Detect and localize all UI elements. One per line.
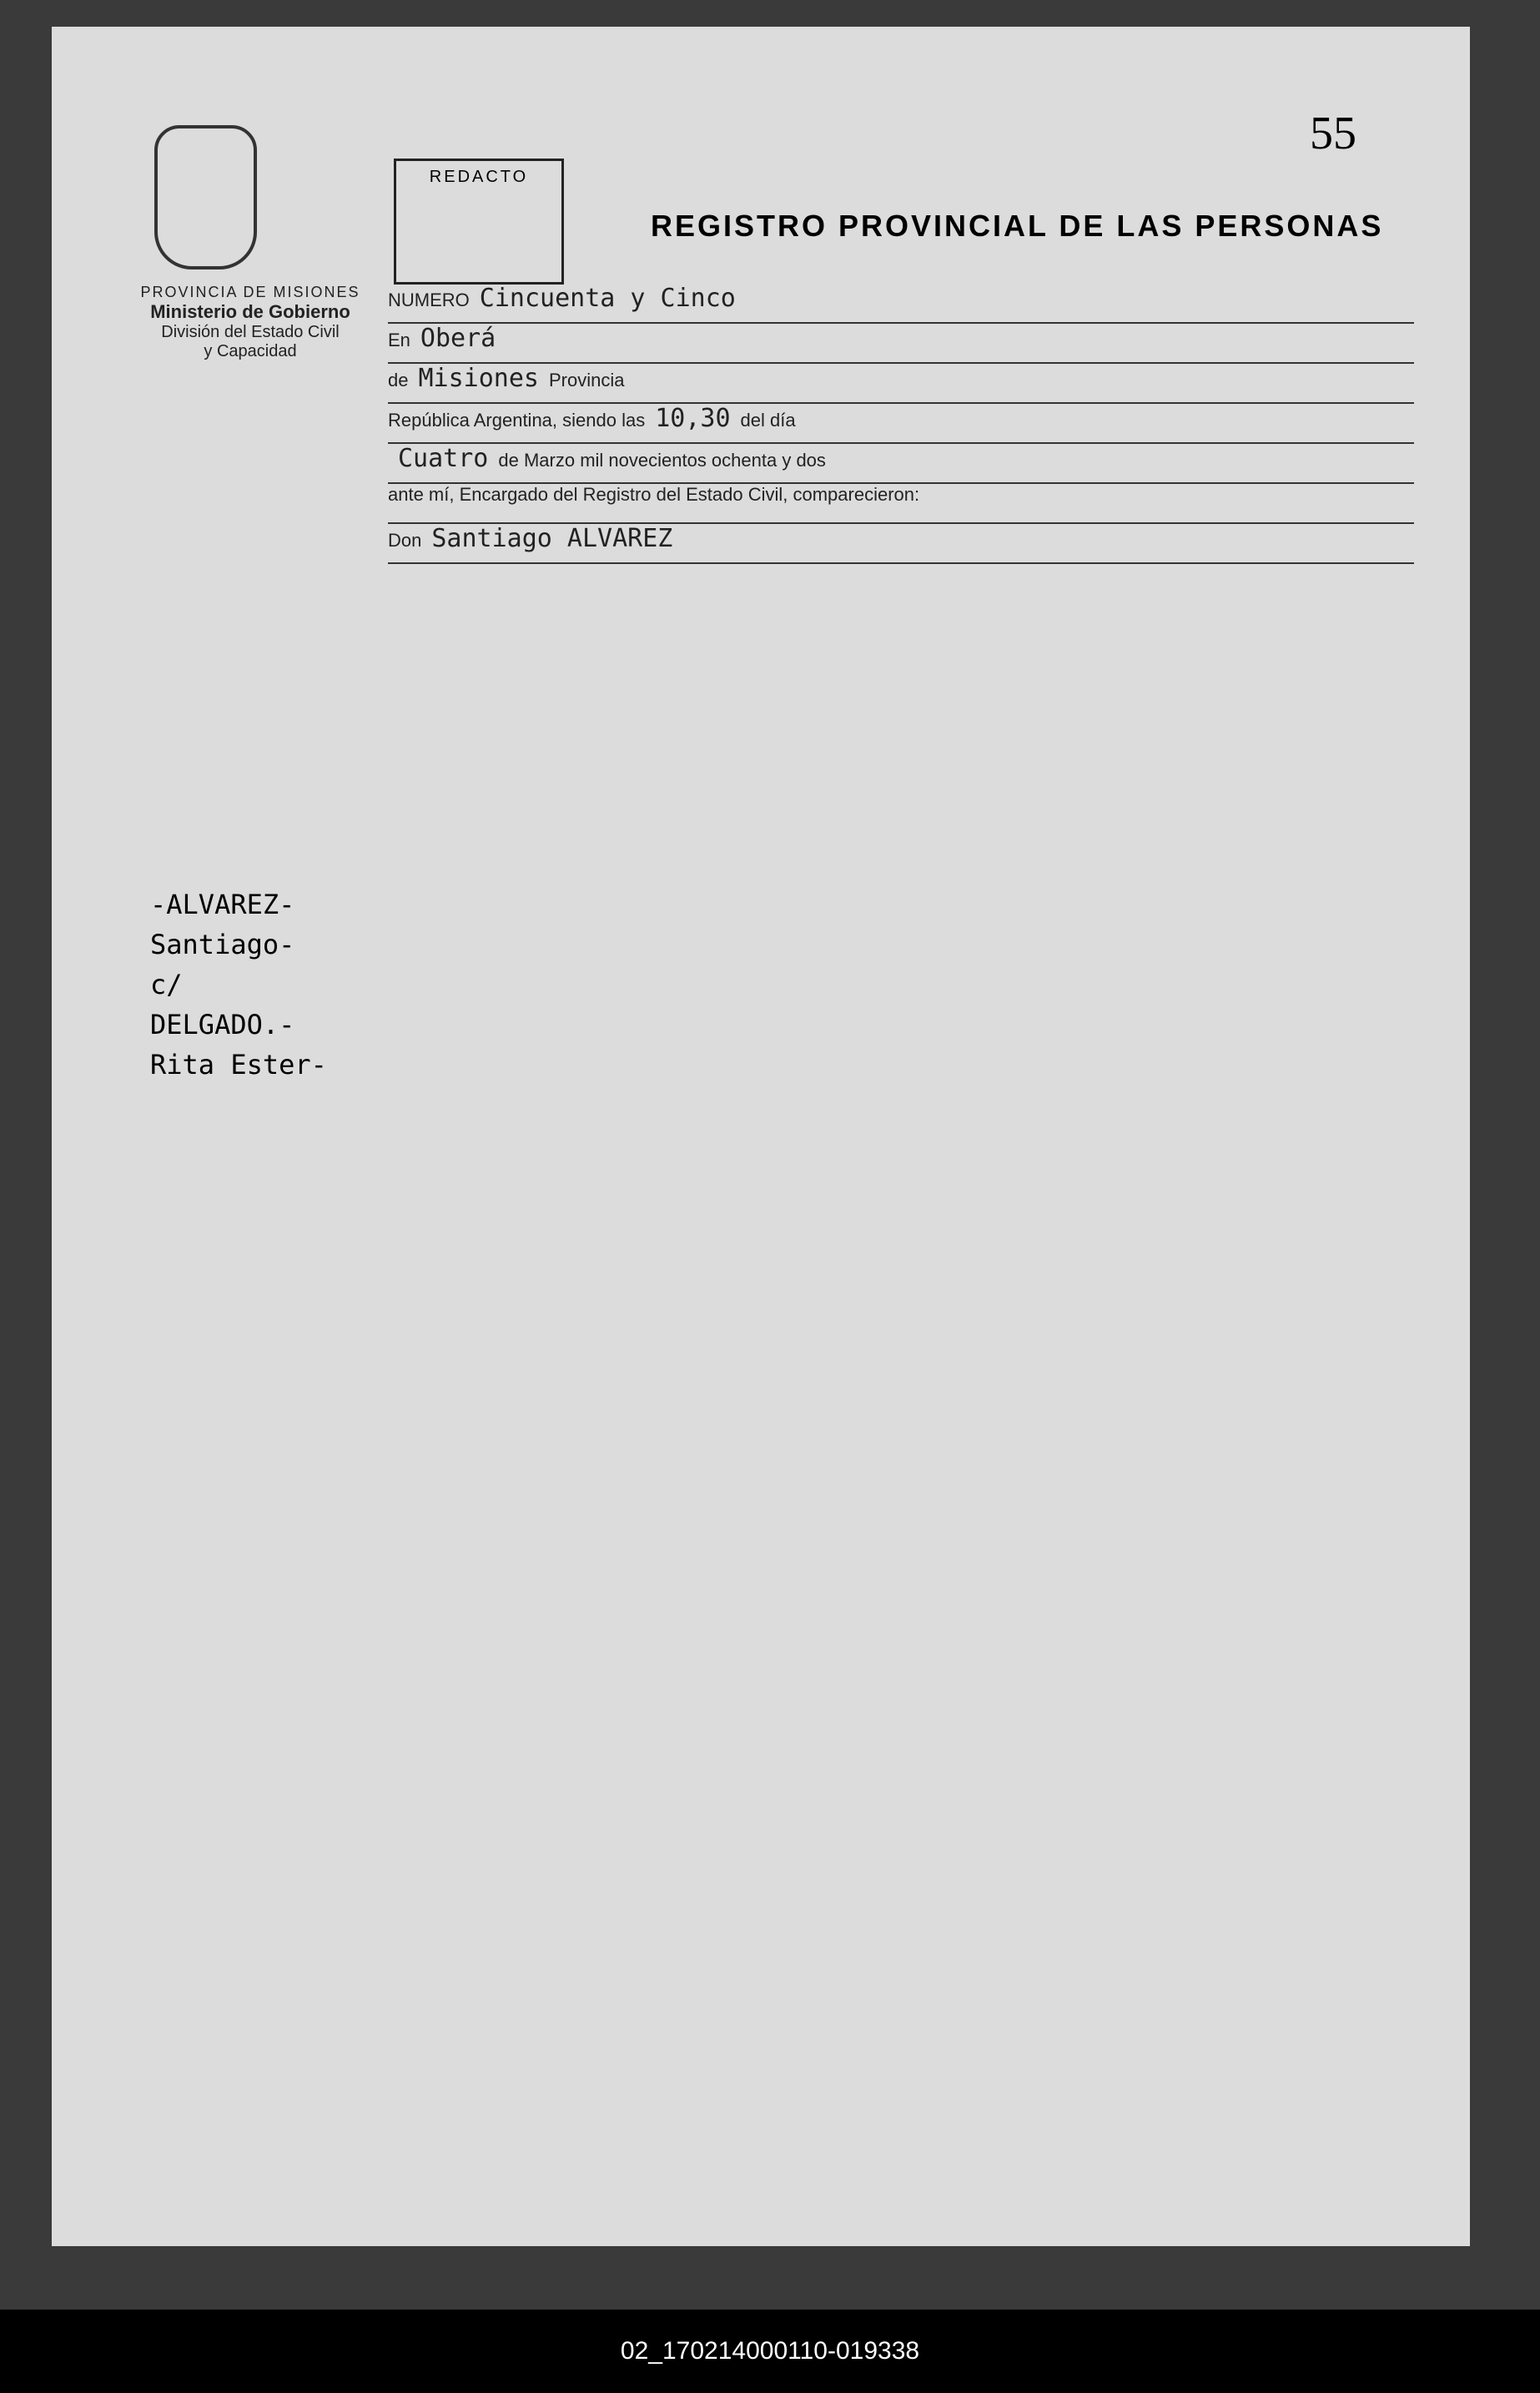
division-label: División del Estado Civil [161,323,340,341]
page-title: REGISTRO PROVINCIAL DE LAS PERSONAS [651,209,1384,243]
ministry-label: Ministerio de Gobierno [150,301,350,322]
margin-note: -ALVAREZ- Santiago- c/ DELGADO.- Rita Ester- [150,889,327,1081]
page-number: 55 [1310,108,1356,159]
image-caption: 02_170214000110-019338 [0,2310,1540,2393]
province-label: PROVINCIA DE MISIONES [140,284,360,300]
redacto-box: REDACTO [394,159,564,285]
header-block [125,284,375,361]
division-label-2: y Capacidad [204,342,297,360]
field-row: ante mí, Encargado del Registro del Estado Civil, comparecieron: [388,484,1414,524]
field-row: de Misiones Provincia [388,364,1414,404]
field-row: Don Santiago ALVAREZ [388,524,1414,564]
field-row: En Oberá [388,324,1414,364]
field-row: República Argentina, siendo las 10,30 del día [388,404,1414,444]
provincial-seal-icon [154,125,257,270]
registry-form [388,284,1414,564]
field-row: NUMERO Cincuenta y Cinco [388,284,1414,324]
field-row: Cuatro de Marzo mil novecientos ochenta y dos [388,444,1414,484]
